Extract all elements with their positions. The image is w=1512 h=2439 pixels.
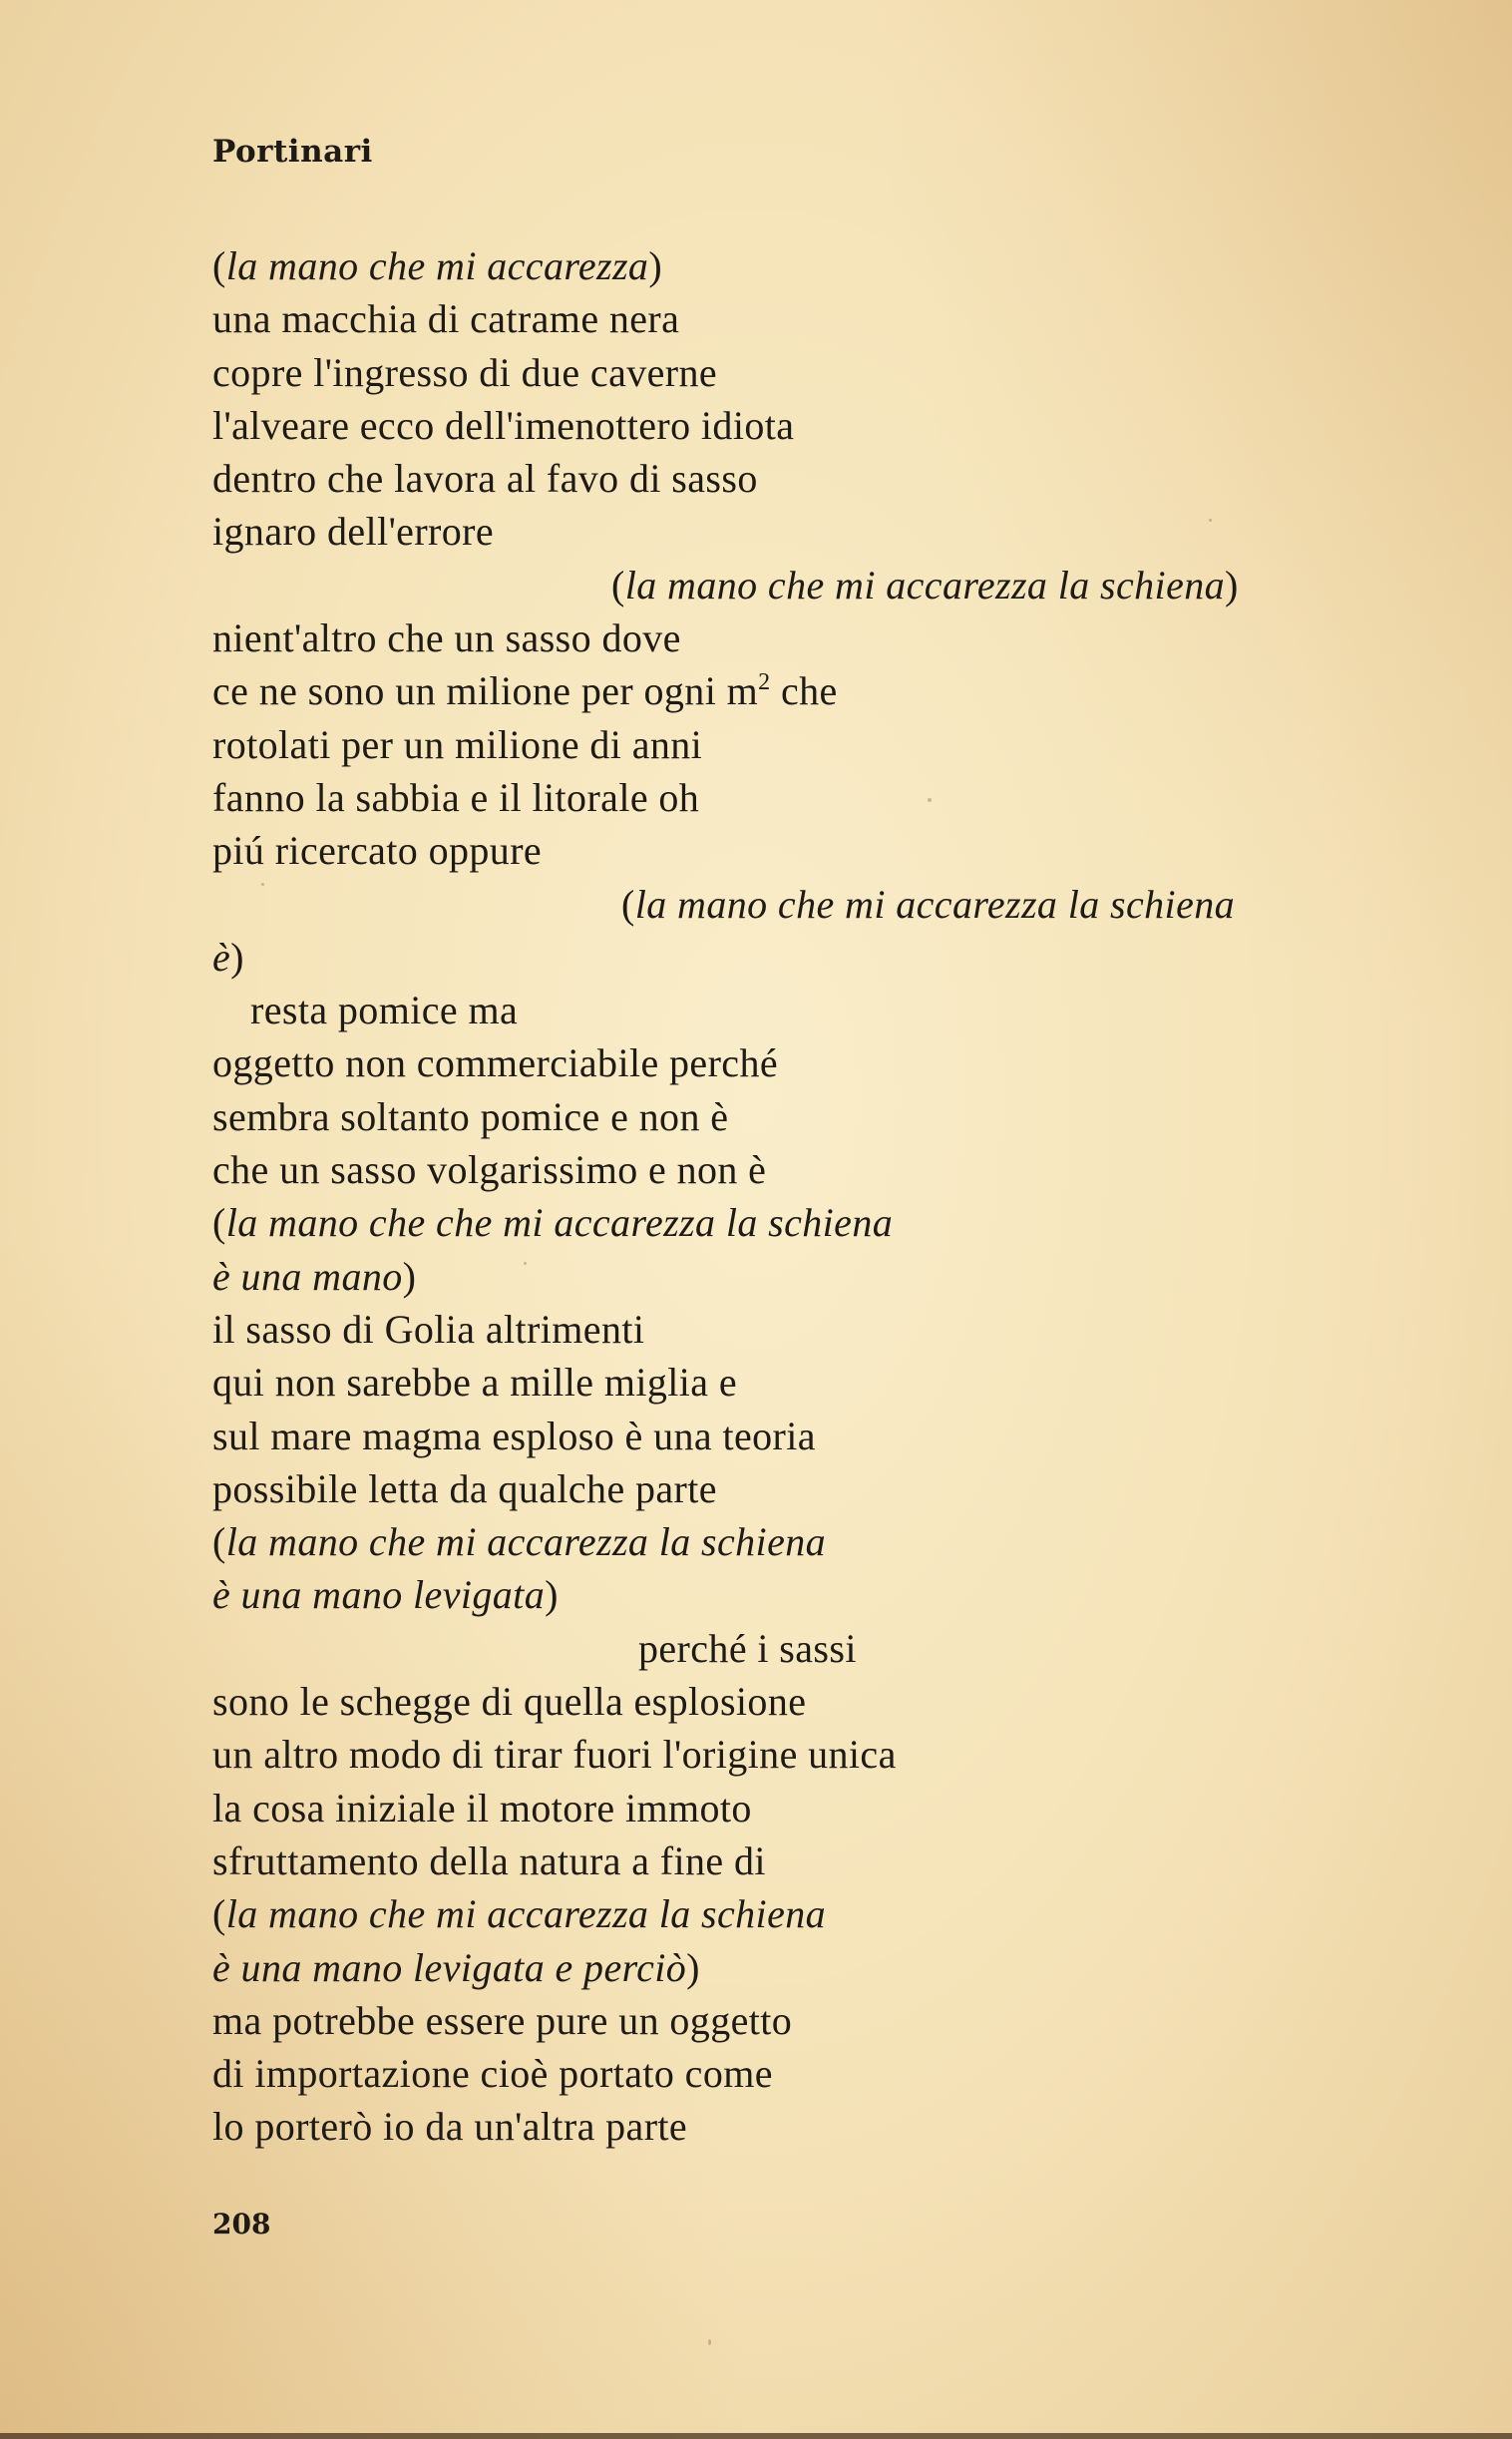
verse-text: ce ne sono un milione per ogni m — [212, 668, 759, 714]
paren-open: ( — [212, 1891, 226, 1937]
verse-line-11: fanno la sabbia e il litorale oh — [212, 774, 700, 820]
paren-open: ( — [621, 881, 635, 927]
paren-close: ) — [1225, 562, 1239, 608]
verse-text-tail: che — [780, 668, 838, 714]
paren-open: ( — [212, 1200, 226, 1246]
verse-text: la mano che mi accarezza la schiena — [624, 562, 1226, 608]
verse-line-23: sul mare magma esploso è una teoria — [212, 1413, 816, 1458]
verse-line-28: sono le schegge di quella esplosione — [212, 1679, 807, 1725]
verse-line-33 — [212, 1941, 1469, 1994]
verse-text: la mano che mi accarezza la schiena — [225, 1891, 827, 1937]
verse-line-21: il sasso di Golia altrimenti — [212, 1306, 645, 1352]
verse-line-34: ma potrebbe essere pure un oggetto — [212, 1997, 793, 2043]
verse-line-8: nient'altro che un sasso dove — [212, 615, 681, 661]
paper-speck — [708, 2339, 711, 2345]
paren-close: ) — [545, 1572, 559, 1618]
verse-line-3: copre l'ingresso di due caverne — [212, 349, 718, 395]
verse-line-6: ignaro dell'errore — [212, 509, 495, 555]
verse-text: è una mano levigata — [212, 1572, 546, 1618]
verse-line-24: possibile letta da qualche parte — [212, 1465, 717, 1511]
verse-line-18: che un sasso volgarissimo e non è — [212, 1147, 767, 1193]
verse-line-14 — [212, 931, 1469, 984]
verse-line-31: sfruttamento della natura a fine di — [212, 1837, 766, 1883]
verse-line-1 — [212, 239, 1469, 292]
verse-line-9 — [212, 664, 1469, 717]
verse-line-5: dentro che lavora al favo di sasso — [212, 456, 758, 502]
verse-line-35: di importazione cioè portato come — [212, 2051, 773, 2097]
verse-line-7 — [212, 559, 1469, 611]
verse-line-26 — [212, 1568, 1469, 1621]
paren-close: ) — [402, 1253, 417, 1299]
verse-line-4: l'alveare ecco dell'imenottero idiota — [212, 402, 795, 448]
verse-line-2: una macchia di catrame nera — [212, 296, 680, 342]
verse-line-13 — [212, 878, 1469, 931]
verse-line-10: rotolati per un milione di anni — [212, 721, 703, 767]
verse-text: la mano che mi accarezza la schiena — [225, 1519, 827, 1565]
verse-text: è una mano levigata e perciò — [212, 1944, 687, 1990]
verse-line-22: qui non sarebbe a mille miglia e — [212, 1360, 737, 1406]
paren-close: ) — [230, 934, 244, 980]
verse-text: la mano che che mi accarezza la schiena — [225, 1200, 894, 1246]
paper-speck — [1209, 519, 1212, 522]
paper-speck — [928, 798, 932, 802]
verse-line-30: la cosa iniziale il motore immoto — [212, 1785, 752, 1830]
verse-line-19 — [212, 1196, 1469, 1249]
superscript: 2 — [758, 669, 771, 696]
verse-line-20 — [212, 1250, 1469, 1303]
poem — [212, 239, 1469, 2154]
paren-close: ) — [686, 1944, 700, 1990]
verse-text: è — [212, 934, 231, 980]
verse-text: la mano che mi accarezza la schiena — [634, 881, 1236, 927]
verse-line-17: sembra soltanto pomice e non è — [212, 1093, 729, 1139]
paren-open: ( — [611, 562, 625, 608]
page-number: 208 — [212, 2208, 271, 2240]
paren-open: ( — [212, 1519, 226, 1565]
verse-text: la mano che mi accarezza — [225, 243, 649, 288]
paren-open: ( — [212, 243, 226, 288]
verse-line-29: un altro modo di tirar fuori l'origine unica — [212, 1732, 897, 1778]
running-head: Portinari — [212, 134, 373, 170]
verse-line-12: piú ricercato oppure — [212, 828, 543, 874]
verse-line-32 — [212, 1887, 1469, 1940]
page-edge-shadow — [0, 2433, 1512, 2439]
verse-line-15: resta pomice ma — [250, 988, 519, 1033]
paper-speck — [261, 883, 264, 886]
verse-line-36: lo porterò io da un'altra parte — [212, 2104, 688, 2150]
verse-line-25 — [212, 1515, 1469, 1568]
verse-text: è una mano — [212, 1253, 403, 1299]
paper-speck — [524, 1262, 527, 1265]
verse-line-27: perché i sassi — [638, 1625, 857, 1671]
paren-close: ) — [648, 243, 663, 288]
verse-line-16: oggetto non commerciabile perché — [212, 1040, 779, 1086]
